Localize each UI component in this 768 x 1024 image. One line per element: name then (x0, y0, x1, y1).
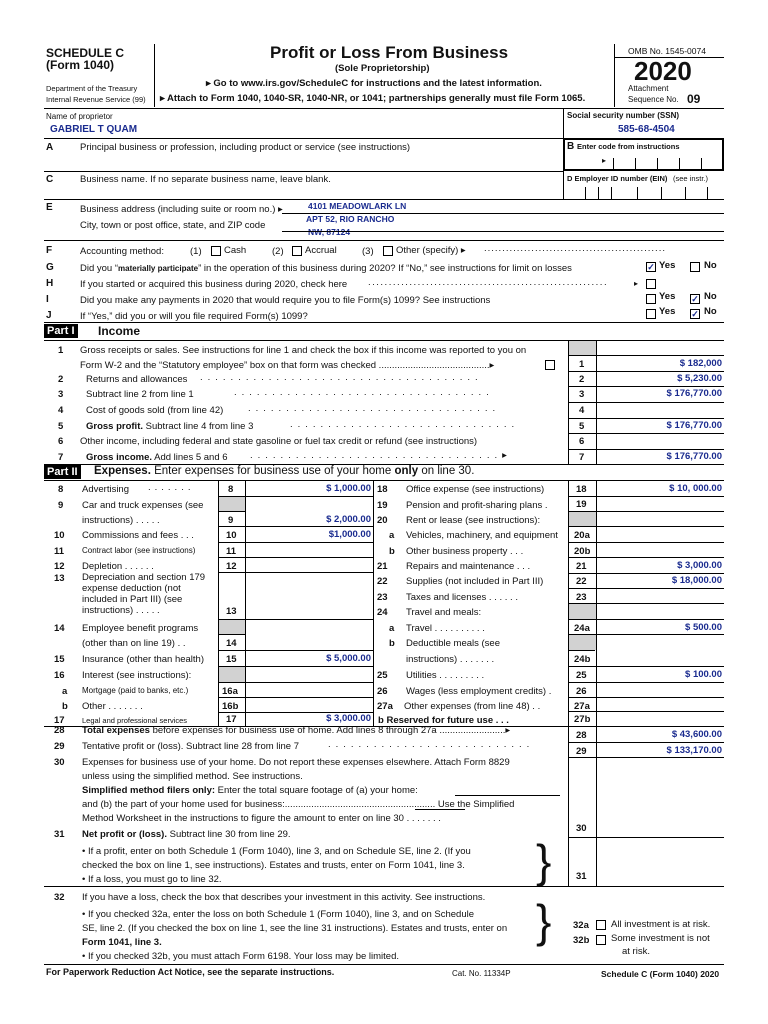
line-4-text: Cost of goods sold (from line 42) (86, 405, 224, 416)
line-4-number: 4 (58, 405, 64, 416)
line-13-text2: expense deduction (not (82, 583, 181, 594)
line-16a-text: Mortgage (paid to banks, etc.) (82, 686, 189, 695)
line-1-text2: Form W-2 and the “Statutory employee” box on that form was checked ..........................................▸ (80, 360, 495, 371)
row-a-text: Principal business or profession, including product or service (see instructions) (80, 142, 411, 153)
line-16-text: Interest (see instructions): (82, 670, 192, 681)
address-line3[interactable]: NW, 87124 (308, 227, 351, 237)
row-g-letter: G (46, 262, 54, 273)
line-29-number: 29 (54, 741, 65, 752)
part-i-title: Income (98, 324, 141, 338)
line-13-text: Depreciation and section 179 (82, 572, 206, 583)
line-32-bullet4: • If you checked 32b, you must attach Form 6198. Your loss may be limited. (82, 951, 399, 962)
line-15-number: 15 (54, 654, 65, 665)
dot-leader: .................................. (234, 387, 494, 398)
line-20a-number: a (389, 530, 395, 541)
some-at-risk-label2: at risk. (622, 946, 650, 957)
line-24b-number: b (389, 638, 395, 649)
line-29-value[interactable]: $ 133,170.00 (666, 745, 722, 756)
all-at-risk-label: All investment is at risk. (611, 919, 711, 930)
line-30-text4: and (b) the part of your home used for business:......................................................... Use the Simplified (82, 799, 515, 810)
line-6-text: Other income, including federal and state gasoline or fuel tax credit or refund (see instructions) (80, 436, 478, 447)
line-10-value[interactable]: $1,000.00 (328, 529, 371, 540)
line-23-text: Taxes and licenses . . . . . . (406, 592, 518, 603)
line-16a-number: a (62, 686, 68, 697)
line-24b-text: Deductible meals (see (406, 638, 500, 649)
ein-note: (see instr.) (673, 174, 709, 183)
line-21-value[interactable]: $ 3,000.00 (677, 560, 722, 571)
line-4-box: 4 (579, 405, 585, 416)
line-24a-text: Travel . . . . . . . . . . (406, 623, 485, 634)
dot-leader: ........................... (328, 739, 535, 750)
attach-instruction: ▸ Attach to Form 1040, 1040-SR, 1040-NR, or 1041; partnerships generally must file Form 1065. (160, 93, 586, 104)
line-27b-box: 27b (574, 714, 591, 725)
brace-icon: } (536, 835, 552, 887)
line-9-text: Car and truck expenses (see (82, 500, 204, 511)
line-23-number: 23 (377, 592, 388, 603)
line-15-box: 15 (226, 654, 237, 665)
line-3-box: 3 (579, 389, 585, 400)
line-21-text: Repairs and maintenance . . . (406, 561, 531, 572)
row-c-text: Business name. If no separate business name, leave blank. (80, 174, 331, 185)
address-line1[interactable]: 4101 MEADOWLARK LN (308, 201, 407, 211)
attachment-label: Attachment (628, 84, 669, 93)
line-9-number: 9 (58, 500, 64, 511)
line-19-box: 19 (576, 499, 587, 510)
option-3-number: (3) (362, 246, 374, 257)
option-2-number: (2) (272, 246, 284, 257)
line-30-text1: Expenses for business use of your home. Do not report these expenses elsewhere. Attach Form 8829 (82, 757, 510, 768)
line-5-value[interactable]: $ 176,770.00 (666, 420, 722, 431)
j-yes-label: Yes (659, 306, 676, 317)
line-12-number: 12 (54, 561, 65, 572)
line-14-number: 14 (54, 623, 65, 634)
line-31-bullet2: checked the box on line 1, see instructions). Estates and trusts, enter on Form 1041, line 3. (82, 860, 465, 871)
tax-year: 2020 (634, 56, 692, 86)
line-15-text: Insurance (other than health) (82, 654, 204, 665)
line-7-text: Gross income. Add lines 5 and 6 (86, 452, 228, 463)
row-f-letter: F (46, 245, 53, 256)
line-10-number: 10 (54, 530, 65, 541)
line-2-box: 2 (579, 374, 585, 385)
line-8-text: Advertising (82, 484, 129, 495)
line-22-number: 22 (377, 576, 388, 587)
line-16b-box: 16b (222, 701, 239, 712)
line-14-box: 14 (226, 638, 237, 649)
dot-leader: .................................▸ (250, 450, 512, 461)
line-26-box: 26 (576, 686, 587, 697)
row-b-letter: B (567, 141, 575, 152)
line-18-text: Office expense (see instructions) (406, 484, 545, 495)
option-1-number: (1) (190, 246, 202, 257)
statutory-employee-checkbox[interactable] (545, 360, 555, 370)
line-8-number: 8 (58, 484, 64, 495)
ssn-label: Social security number (SSN) (567, 111, 680, 120)
line-6-box: 6 (579, 436, 585, 447)
dot-leader: .............................. (290, 419, 520, 430)
j-no-checkbox[interactable]: ✓ (691, 309, 699, 319)
line-8-box: 8 (228, 484, 234, 495)
line-17-value[interactable]: $ 3,000.00 (326, 713, 371, 724)
line-3-number: 3 (58, 389, 64, 400)
line-24a-box: 24a (574, 623, 590, 634)
line-12-text: Depletion . . . . . . (82, 561, 154, 572)
line-32-bullet2: SE, line 2. (If you checked the box on line 1, see the line 31 instructions). Estates and trusts, enter on (82, 923, 508, 934)
line-31-bullet3: • If a loss, you must go to line 32. (82, 874, 222, 885)
j-yes-checkbox[interactable] (646, 309, 656, 319)
line-28-value[interactable]: $ 43,600.00 (671, 729, 722, 740)
row-e-letter: E (46, 202, 53, 213)
line-31-bullet1: • If a profit, enter on both Schedule 1 (Form 1040), line 3, and on Schedule SE, line 2. (If you (82, 846, 471, 857)
i-yes-checkbox[interactable] (646, 294, 656, 304)
line-14-text2: (other than on line 19) . . (82, 638, 186, 649)
line-14-text: Employee benefit programs (82, 623, 199, 634)
line-16b-number: b (62, 701, 68, 712)
line-28-text: Total expenses before expenses for business use of home. Add lines 8 through 27a .........................▸ (82, 725, 511, 736)
line-21-box: 21 (576, 561, 587, 572)
line-8-value[interactable]: $ 1,000.00 (326, 483, 371, 494)
some-at-risk-label: Some investment is not (611, 933, 710, 944)
dot-leader: ................................. (248, 403, 501, 414)
line-31-box: 31 (576, 871, 587, 882)
i-no-label: No (704, 291, 717, 302)
row-h-text: If you started or acquired this business during 2020, check here (80, 279, 348, 290)
line-9-text2: instructions) . . . . . (82, 515, 160, 526)
line-30-box: 30 (576, 823, 587, 834)
part-ii-title: Expenses. Enter expenses for business use of your home only on line 30. (94, 465, 475, 477)
line-17-box: 17 (226, 714, 237, 725)
cash-label: Cash (224, 245, 247, 256)
line-19-number: 19 (377, 500, 388, 511)
line-16a-box: 16a (222, 686, 238, 697)
goto-instruction: ▸ Go to www.irs.gov/ScheduleC for instructions and the latest information. (206, 78, 542, 89)
line-23-box: 23 (576, 592, 587, 603)
address-line2[interactable]: APT 52, RIO RANCHO (306, 214, 395, 224)
line-25-box: 25 (576, 670, 587, 681)
accrual-label: Accrual (305, 245, 337, 256)
form-subtitle: (Sole Proprietorship) (335, 63, 430, 74)
line-18-box: 18 (576, 484, 587, 495)
line-7-number: 7 (58, 452, 64, 463)
row-h-letter: H (46, 278, 54, 289)
line-25-number: 25 (377, 670, 388, 681)
line-13-text3: included in Part III) (see (82, 594, 183, 605)
all-at-risk-checkbox[interactable] (596, 920, 606, 930)
some-at-risk-checkbox[interactable] (596, 935, 606, 945)
line-30-text3: Simplified method filers only: Enter the total square footage of (a) your home: (82, 785, 418, 796)
line-32b-label: 32b (573, 935, 590, 946)
dot-leader: .................................................. (484, 243, 666, 254)
row-i-letter: I (46, 294, 49, 305)
accounting-method-label: Accounting method: (80, 246, 164, 257)
arrow-icon: ▸ (602, 156, 607, 165)
part-i-label: Part I (44, 324, 78, 338)
line-9-box: 9 (228, 515, 234, 526)
footer-notice: For Paperwork Reduction Act Notice, see the separate instructions. (46, 967, 335, 977)
line-1-box: 1 (579, 359, 585, 370)
j-no-label: No (704, 306, 717, 317)
row-a-letter: A (46, 142, 54, 153)
line-1-number: 1 (58, 345, 64, 356)
line-18-value[interactable]: $ 10, 000.00 (669, 483, 722, 494)
line-24b-text2: instructions) . . . . . . . (406, 654, 495, 665)
line-11-text: Contract labor (see instructions) (82, 546, 196, 555)
line-1-text: Gross receipts or sales. See instructions for line 1 and check the box if this income was reported to you on (80, 345, 527, 356)
line-10-text: Commissions and fees . . . (82, 530, 194, 541)
line-32-number: 32 (54, 892, 65, 903)
line-11-box: 11 (226, 546, 237, 557)
line-27a-box: 27a (574, 701, 590, 712)
dot-leader: ..................................... (200, 372, 483, 383)
row-j-letter: J (46, 310, 52, 321)
line-7-box: 7 (579, 452, 585, 463)
line-16-number: 16 (54, 670, 65, 681)
row-c-letter: C (46, 174, 54, 185)
line-24-number: 24 (377, 607, 388, 618)
line-18-number: 18 (377, 484, 388, 495)
line-27b-text: b Reserved for future use . . . (378, 715, 509, 726)
line-9-value[interactable]: $ 2,000.00 (326, 514, 371, 525)
line-1-value[interactable]: $ 182,000 (679, 358, 722, 369)
line-29-text: Tentative profit or (loss). Subtract line 28 from line 7 (82, 741, 300, 752)
g-yes-checkbox[interactable]: ✓ (647, 262, 655, 272)
h-checkbox[interactable] (646, 279, 656, 289)
line-20a-text: Vehicles, machinery, and equipment (406, 530, 558, 541)
line-3-text: Subtract line 2 from line 1 (86, 389, 194, 400)
line-11-number: 11 (54, 546, 65, 557)
line-19-text: Pension and profit-sharing plans . (406, 500, 548, 511)
row-j-text: If “Yes,” did you or will you file required Form(s) 1099? (80, 311, 308, 322)
g-no-checkbox[interactable] (690, 262, 700, 272)
line-21-number: 21 (377, 561, 388, 572)
line-24-text: Travel and meals: (406, 607, 482, 618)
part-ii-label: Part II (44, 465, 81, 479)
proprietor-label: Name of proprietor (46, 112, 113, 121)
line-12-box: 12 (226, 561, 237, 572)
accrual-checkbox[interactable] (292, 246, 302, 256)
ssn-value[interactable]: 585-68-4504 (618, 124, 675, 135)
line-29-box: 29 (576, 746, 587, 757)
line-30-text2: unless using the simplified method. See instructions. (82, 771, 303, 782)
line-20-number: 20 (377, 515, 388, 526)
line-28-number: 28 (54, 725, 65, 736)
line-27a-number: 27a (377, 701, 393, 712)
line-6-number: 6 (58, 436, 64, 447)
line-2-number: 2 (58, 374, 64, 385)
line-5-box: 5 (579, 421, 585, 432)
omb-number: OMB No. 1545-0074 (628, 46, 706, 56)
line-20-text: Rent or lease (see instructions): (406, 515, 541, 526)
line-7-value[interactable]: $ 176,770.00 (666, 451, 722, 462)
line-26-text: Wages (less employment credits) . (406, 686, 552, 697)
line-24a-number: a (389, 623, 395, 634)
line-5-number: 5 (58, 421, 64, 432)
line-22-value[interactable]: $ 18,000.00 (671, 575, 722, 586)
line-5-text: Gross profit. Subtract line 4 from line 3 (86, 421, 254, 432)
other-label: Other (specify) ▸ (396, 245, 466, 256)
line-32-bullet1: • If you checked 32a, enter the loss on both Schedule 1 (Form 1040), line 3, and on Schedule (82, 909, 475, 920)
line-16b-text: Other . . . . . . . (82, 701, 143, 712)
line-30-number: 30 (54, 757, 65, 768)
sequence-label: Sequence No. (628, 95, 679, 104)
line-13-text4: instructions) . . . . . (82, 605, 160, 616)
line-22-box: 22 (576, 576, 587, 587)
i-no-checkbox[interactable]: ✓ (691, 294, 699, 304)
line-28-box: 28 (576, 730, 587, 741)
line-20b-box: 20b (574, 546, 591, 557)
sequence-number: 09 (687, 92, 701, 106)
g-no-label: No (704, 260, 717, 271)
line-15-value[interactable]: $ 5,000.00 (326, 653, 371, 664)
arrow-icon: ▸ (634, 279, 639, 288)
line-10-box: 10 (226, 530, 237, 541)
i-yes-label: Yes (659, 291, 676, 302)
line-24a-value[interactable]: $ 500.00 (685, 622, 722, 633)
line-22-text: Supplies (not included in Part III) (406, 576, 544, 587)
line-27a-text: Other expenses (from line 48) . . (404, 701, 541, 712)
line-26-number: 26 (377, 686, 388, 697)
line-17-number: 17 (54, 715, 65, 726)
footer-form-id: Schedule C (Form 1040) 2020 (601, 969, 720, 979)
dot-leader: .......................................................... (368, 277, 609, 288)
row-i-text: Did you make any payments in 2020 that would require you to file Form(s) 1099? See instructions (80, 295, 491, 306)
line-13-number: 13 (54, 573, 65, 584)
line-3-value[interactable]: $ 176,770.00 (666, 388, 722, 399)
line-31-number: 31 (54, 829, 65, 840)
schedule-label: SCHEDULE C (46, 46, 125, 60)
line-20a-box: 20a (574, 530, 590, 541)
line-31-text: Net profit or (loss). Subtract line 30 from line 29. (82, 829, 291, 840)
line-32-bullet3: Form 1041, line 3. (82, 937, 162, 948)
line-20b-number: b (389, 546, 395, 557)
line-25-text: Utilities . . . . . . . . . (406, 670, 485, 681)
cash-checkbox[interactable] (211, 246, 221, 256)
irs-label: Internal Revenue Service (99) (46, 95, 146, 104)
proprietor-name[interactable]: GABRIEL T QUAM (50, 124, 138, 135)
row-e-line1: Business address (including suite or room no.) ▸ (80, 204, 283, 215)
brace-icon: } (536, 895, 552, 947)
other-checkbox[interactable] (383, 246, 393, 256)
line-13-box: 13 (226, 606, 237, 617)
form-label: (Form 1040) (46, 58, 115, 72)
dot-leader: ....... (148, 482, 195, 493)
dept-label: Department of the Treasury (46, 84, 138, 93)
row-g-text: Did you “materially participate” in the operation of this business during 2020? If “No,” see instructions for limit on losses (80, 263, 572, 274)
line-30-text5: Method Worksheet in the instructions to figure the amount to enter on line 30 . . . . . . . (82, 813, 441, 824)
row-b-text: Enter code from instructions (577, 142, 680, 151)
ein-label: D Employer ID number (EIN) (567, 174, 668, 183)
line-17-text: Legal and professional services (82, 716, 188, 725)
catalog-number: Cat. No. 11334P (452, 969, 511, 978)
line-32-text: If you have a loss, check the box that describes your investment in this activity. See instructions. (82, 892, 486, 903)
line-24b-box: 24b (574, 654, 591, 665)
g-yes-label: Yes (659, 260, 676, 271)
line-2-text: Returns and allowances (86, 374, 188, 385)
line-20b-text: Other business property . . . (406, 546, 524, 557)
form-title: Profit or Loss From Business (270, 43, 509, 62)
line-25-value[interactable]: $ 100.00 (685, 669, 722, 680)
line-32a-label: 32a (573, 920, 589, 931)
line-2-value[interactable]: $ 5,230.00 (677, 373, 722, 384)
row-e-line2: City, town or post office, state, and ZIP code (80, 220, 266, 231)
